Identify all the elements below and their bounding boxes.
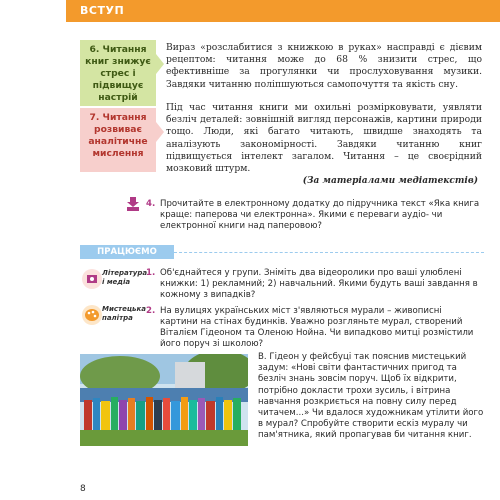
art-palette-label: Мистецька палітра (102, 305, 146, 322)
mural-photo (80, 354, 248, 446)
divider (174, 252, 484, 253)
literature-media-badge (82, 267, 148, 293)
literature-media-icon (82, 269, 102, 289)
paragraph-thinking: Під час читання книги ми охильні розмірковувати, уявляти безліч деталей: зовнішній вигляд персонажів, картини природи тощо. Люди, які багато читають, швидше знаходять та аналізують закономірності. Завдяки читанню книг підвищується інтелект загалом. Читання – це своєрідний мозковий штурм. (166, 102, 482, 175)
download-icon[interactable] (126, 196, 140, 212)
task-4-text: Прочитайте в електронному додатку до підручника текст «Яка книга краще: паперова чи електронна». Якими є переваги аудіо- чи електронної книги над паперовою? (160, 199, 480, 231)
paragraph-stress: Вираз «розслабитися з книжкою в руках» насправді є дієвим рецептом: читання може до 68 % знизити стрес, що ефективніше за прогулянки чи прослуховування музики. Завдяки читанню поліпшуються самопочуття та якість сну. (166, 42, 482, 90)
art-palette-badge (82, 303, 146, 329)
home-task-1-text: Об'єднайтеся у групи. Зніміть два відеоролики про ваші улюблені книжки: 1) рекламний; 2) навчальний. Якими будуть ваші завдання в кожному з випадків? (160, 268, 478, 300)
section-title: ВСТУП (80, 4, 125, 17)
fact-box-6: 6. Читання книг знижує стрес і підвищує настрій (80, 40, 156, 106)
home-work-label: ПРАЦЮЄМО ВДОМА (80, 245, 174, 259)
home-task-2-number: 2. (146, 306, 156, 316)
home-task-2-text: На вулицях українських міст з'являються мурали – живописні картини на стінах будинків. Уважно розгляньте мурал, створений Віталієм Гідеоном та Оленою Нойна. Чи випадково митці розмістили його поруч зі школою? (160, 306, 474, 349)
palette-icon (82, 305, 102, 325)
literature-media-label: Література і медіа (102, 269, 148, 286)
home-task-1-number: 1. (146, 268, 156, 278)
fact-box-7: 7. Читання розвиває аналітичне мислення (80, 108, 156, 172)
header-bar (66, 0, 500, 22)
task-4-number: 4. (146, 199, 156, 209)
source-note: (За матеріалами медіатекстів) (302, 176, 478, 186)
page-number: 8 (80, 484, 86, 494)
mural-caption-text: В. Гідеон у фейсбуці так пояснив мистецький задум: «Нові світи фантастичних пригод та безліч знань зовсім поруч. Щоб їх відкрити, потрібно докласти трохи зусиль, і вітрина навчання розкриється на повну силу перед читачем...» Чи вдалося художникам утілити його в мурал? Спробуйте створити ескіз муралу чи пам'ятника, який пропагував би читання книг. (258, 352, 484, 441)
